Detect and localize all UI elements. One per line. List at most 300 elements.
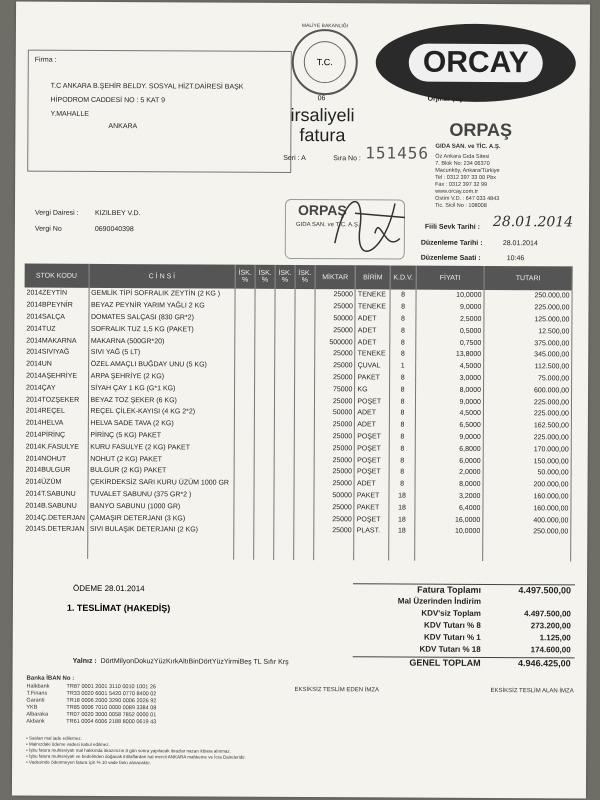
title-irsaliyeli: irsaliyeli: [290, 104, 355, 126]
cell-isk-empty: [235, 336, 255, 348]
cell-stok-kodu: 2014SALÇA: [24, 311, 88, 323]
tax-office-label: Vergi Dairesi :: [34, 209, 79, 217]
cell-kdv: 8: [389, 478, 415, 490]
cell-kdv: 8: [390, 396, 416, 408]
cell-stok-kodu: 2014PİRİNÇ: [24, 429, 88, 441]
bank-name: T.Finans: [26, 690, 48, 697]
cell-empty: [293, 548, 313, 560]
cell-isk-empty: [294, 466, 314, 478]
cell-birim: ADET: [355, 336, 390, 348]
cell-miktar: 25000: [314, 360, 355, 372]
cell-cinsi: ÇAMAŞIR DETERJANI (3 KG): [87, 512, 234, 525]
cell-stok-kodu: 2014SIVIYAĞ: [24, 347, 88, 359]
cell-fiyati: 2,0000: [415, 467, 483, 479]
cell-stok-kodu: 2014T.SABUNU: [23, 488, 87, 500]
cell-isk-empty: [235, 312, 255, 324]
signature: [325, 183, 415, 263]
cell-birim: ADET: [355, 313, 390, 325]
cell-isk-empty: [234, 489, 254, 501]
cell-tutari: 600.000,00: [483, 384, 571, 396]
cell-tutari: 225.000,00: [483, 432, 571, 444]
cell-empty: [274, 548, 294, 560]
cell-isk-empty: [274, 501, 294, 513]
cell-isk-empty: [294, 395, 314, 407]
totals-value: 4.497.500,00: [518, 585, 572, 596]
cell-kdv: 8: [389, 431, 415, 443]
cell-kdv: 8: [390, 301, 416, 313]
col-isk-3: İSK. %: [275, 265, 295, 289]
cell-isk-empty: [255, 289, 275, 301]
cell-isk-empty: [274, 513, 294, 525]
saat-value: 10:46: [506, 255, 525, 263]
cell-fiyati: 6,5000: [415, 419, 483, 431]
cell-stok-kodu: 2014ÜZÜM: [24, 476, 88, 488]
cell-isk-empty: [295, 301, 315, 313]
cell-tutari: 200.000,00: [483, 479, 571, 491]
cell-birim: POŞET: [355, 395, 390, 407]
cell-isk-empty: [275, 348, 295, 360]
cell-isk-empty: [255, 371, 275, 383]
cell-miktar: 25000: [315, 301, 356, 313]
cell-kdv: 8: [389, 455, 415, 467]
cell-miktar: 25000: [314, 454, 355, 466]
cell-cinsi: GEMLİK TİPİ SOFRALIK ZEYTİN (2 KG ): [89, 288, 236, 301]
cell-empty: [354, 537, 389, 549]
cell-tutari: 162.500,00: [483, 420, 571, 432]
bank-iban: TR33 0020 6001 5420 0770 8400 02: [66, 690, 157, 698]
company-address-line: Öz Ankara Gıda Sitesi: [435, 153, 490, 160]
col-birim: BİRİM: [355, 265, 390, 289]
totals-value: 4.946.425,00: [518, 658, 571, 669]
cell-cinsi: MAKARNA (500GR*20): [88, 335, 235, 348]
totals-row: [353, 656, 575, 674]
cell-isk-empty: [254, 395, 274, 407]
cell-kdv: 8: [390, 348, 416, 360]
cell-isk-empty: [274, 525, 294, 537]
cell-isk-empty: [254, 478, 274, 490]
cell-birim: POŞET: [355, 443, 390, 455]
seal-center: [304, 41, 346, 83]
cell-stok-kodu: 2014HELVA: [24, 417, 88, 429]
cell-tutari: 250.000,00: [484, 290, 572, 302]
customer-address-2: Y.MAHALLE: [50, 110, 89, 118]
cell-cinsi: SİYAH ÇAY 1 KG (G*1 KG): [88, 382, 235, 395]
cell-miktar: 50000: [314, 407, 355, 419]
cell-miktar: 25000: [314, 372, 355, 384]
col-fiyati: FİYATI: [416, 266, 484, 290]
odeme-date: 28.01.2014: [104, 583, 145, 594]
ministry-seal: [292, 29, 358, 95]
cell-isk-empty: [235, 348, 255, 360]
cell-empty: [313, 537, 354, 549]
cell-fiyati: 6,8000: [415, 443, 483, 455]
cell-stok-kodu: 2014ÇAY: [24, 382, 88, 394]
cell-stok-kodu: 2014K.FASULYE: [24, 441, 88, 453]
cell-tutari: 170.000,00: [483, 443, 571, 455]
cell-cinsi: SIVI BULAŞIK DETERJANI (2 KG): [87, 524, 234, 537]
cell-miktar: 25000: [315, 324, 356, 336]
bank-iban: TR07 0020 3000 0058 7852 0000 01: [66, 711, 157, 719]
company-address-line: Ostim V.D. : 647 033 4843: [435, 195, 500, 203]
cell-isk-empty: [254, 419, 274, 431]
cell-fiyati: 9,0000: [416, 301, 484, 313]
col-miktar: MİKTAR: [315, 265, 356, 289]
cell-empty: [294, 537, 314, 549]
cell-miktar: 25000: [315, 289, 356, 301]
orcay-tagline: Orjinal çay: [427, 95, 464, 103]
cell-isk-empty: [234, 430, 254, 442]
cell-birim: POŞET: [354, 513, 389, 525]
title-fatura: fatura: [299, 124, 346, 146]
teslim-eden-label: EKSİKSİZ TESLİM EDEN İMZA: [294, 686, 380, 694]
cell-miktar: 25000: [314, 431, 355, 443]
cell-miktar: 25000: [314, 419, 355, 431]
cell-isk-empty: [294, 372, 314, 384]
firma-label: Firma :: [34, 56, 57, 64]
footer-note: • İşbu fatura muhteviyatı ve bedelinden doğacak ihtilaflardan hal mercii ANKARA mahkeme ve İcra Daireleridir.: [26, 753, 246, 760]
cell-cinsi: HELVA SADE TAVA (2 KG): [88, 418, 235, 431]
cell-tutari: 75.000,00: [484, 373, 572, 385]
duzenleme-value: 28.01.2014: [502, 240, 538, 248]
cell-fiyati: 4,5000: [415, 408, 483, 420]
cell-birim: ADET: [354, 478, 389, 490]
cell-isk-empty: [274, 478, 294, 490]
cell-kdv: 8: [389, 466, 415, 478]
bank-iban: TR87 0001 2001 3110 0010 1001 26: [66, 683, 157, 691]
cell-isk-empty: [254, 430, 274, 442]
stamp-sub: GIDA SAN. ve TİC. A.Ş.: [295, 221, 360, 229]
company-name: GIDA SAN. ve TİC. A.Ş.: [435, 143, 501, 151]
cell-isk-empty: [255, 301, 275, 313]
cell-kdv: 8: [390, 337, 416, 349]
cell-cinsi: BANYO SABUNU (1000 GR): [87, 500, 234, 513]
items-table: [23, 264, 573, 562]
cell-kdv: 8: [389, 419, 415, 431]
cell-birim: ÇUVAL: [355, 360, 390, 372]
totals-label: KDV Tutarı % 18: [419, 644, 481, 654]
cell-isk-empty: [255, 324, 275, 336]
cell-fiyati: 0,5000: [416, 325, 484, 337]
cell-cinsi: ÇEKİRDEKSİZ SARI KURU ÜZÜM 1000 GR: [88, 477, 235, 490]
cell-fiyati: 6,0000: [415, 455, 483, 467]
sira-number: 151456: [365, 143, 430, 163]
cell-isk-empty: [254, 466, 274, 478]
company-address: [435, 154, 500, 210]
cell-isk-empty: [234, 525, 254, 537]
col-isk-2: İSK. %: [255, 265, 275, 289]
bank-list: [26, 684, 156, 727]
company-address-line: Fax : 0312 397 32 99: [435, 181, 488, 188]
cell-birim: POŞET: [354, 466, 389, 478]
seal-center-text: T.C.: [316, 57, 333, 68]
cell-isk-empty: [254, 525, 274, 537]
cell-tutari: 345.000,00: [484, 349, 572, 361]
cell-miktar: 50000: [315, 313, 356, 325]
cell-empty: [313, 549, 354, 561]
cell-birim: TENEKE: [355, 289, 390, 301]
cell-isk-empty: [254, 513, 274, 525]
totals-label: KDV'siz Toplam: [421, 608, 481, 618]
tax-no-label: Vergi No: [34, 225, 62, 233]
cell-miktar: 75000: [314, 383, 355, 395]
bank-row: [26, 719, 156, 727]
cell-kdv: 18: [389, 502, 415, 514]
cell-tutari: 160.000,00: [483, 502, 571, 514]
cell-cinsi: SOFRALIK TUZ 1,5 KG (PAKET): [88, 323, 235, 336]
totals-value: 1.125,00: [539, 633, 571, 643]
cell-cinsi: SIVI YAĞ (5 LT): [88, 347, 235, 360]
cell-isk-empty: [254, 383, 274, 395]
cell-empty: [483, 549, 571, 561]
cell-fiyati: 9,0000: [416, 396, 484, 408]
odeme-label: ÖDEME: [72, 583, 103, 593]
cell-empty: [415, 537, 483, 549]
cell-empty: [23, 547, 87, 559]
bank-name: Akbank: [26, 718, 45, 725]
cell-tutari: 225.000,00: [484, 302, 572, 314]
cell-fiyati: 3,2000: [415, 490, 483, 502]
tax-office-value: KIZILBEY V.D.: [94, 209, 141, 218]
col-kdv: K.D.V.: [390, 265, 416, 289]
seri-label: Seri : A: [283, 154, 306, 163]
cell-fiyati: 13,8000: [416, 349, 484, 361]
cell-empty: [234, 548, 254, 560]
cell-miktar: 25000: [314, 501, 355, 513]
cell-isk-empty: [275, 289, 295, 301]
cell-isk-empty: [295, 336, 315, 348]
cell-cinsi: BEYAZ PEYNİR YARIM YAĞLI 2 KG: [88, 300, 235, 313]
cell-tutari: 250.000,00: [483, 526, 571, 538]
company-address-line: www.orcay.com.tr: [435, 188, 479, 195]
cell-miktar: 25000: [314, 395, 355, 407]
cell-isk-empty: [294, 478, 314, 490]
bank-name: Garanti: [26, 697, 45, 704]
cell-isk-empty: [275, 360, 295, 372]
cell-cinsi: NOHUT (2 KG) PAKET: [88, 453, 235, 466]
cell-kdv: 18: [389, 514, 415, 526]
cell-tutari: 400.000,00: [483, 514, 571, 526]
tax-no-value: 0690040398: [94, 225, 134, 234]
cell-stok-kodu: 2014ZEYTİN: [25, 288, 89, 300]
cell-isk-empty: [275, 312, 295, 324]
cell-isk-empty: [295, 289, 315, 301]
cell-miktar: 500000: [314, 336, 355, 348]
seal-number: 06: [317, 95, 326, 103]
cell-fiyati: 10,0000: [415, 526, 483, 538]
cell-isk-empty: [274, 383, 294, 395]
cell-fiyati: 16,0000: [415, 514, 483, 526]
cell-isk-empty: [234, 466, 254, 478]
sevk-value: 28.01.2014: [492, 214, 574, 231]
col-stok-kodu: STOK KODU: [25, 264, 89, 288]
totals-label: Mal Üzerinden İndirim: [397, 596, 481, 606]
cell-isk-empty: [235, 289, 255, 301]
bank-name: YKB: [26, 704, 38, 711]
cell-isk-empty: [274, 442, 294, 454]
cell-kdv: 18: [389, 490, 415, 502]
cell-tutari: 375.000,00: [484, 337, 572, 349]
cell-isk-empty: [235, 383, 255, 395]
odeme-row: [73, 584, 145, 593]
yalniz-label: Yalnız :: [72, 657, 97, 665]
cell-cinsi: BULGUR (2 KG) PAKET: [88, 465, 235, 478]
totals-value: 174.600,00: [530, 645, 571, 655]
cell-kdv: 8: [389, 407, 415, 419]
cell-miktar: 50000: [314, 490, 355, 502]
cell-cinsi: ARPA ŞEHRİYE (2 KG): [88, 370, 235, 383]
footer-notes: [26, 736, 356, 768]
cell-stok-kodu: 2014NOHUT: [24, 453, 88, 465]
totals-value: 273.200,00: [530, 621, 571, 631]
cell-isk-empty: [275, 301, 295, 313]
col-cinsi: C İ N S İ: [89, 264, 236, 289]
cell-birim: POŞET: [355, 454, 390, 466]
cell-empty: [483, 538, 571, 550]
orpas-logo: ORPAŞ: [449, 119, 513, 141]
cell-isk-empty: [255, 336, 275, 348]
cell-isk-empty: [234, 454, 254, 466]
totals-row: [353, 583, 575, 597]
cell-isk-empty: [274, 371, 294, 383]
cell-isk-empty: [294, 490, 314, 502]
cell-isk-empty: [294, 383, 314, 395]
cell-isk-empty: [275, 324, 295, 336]
totals-block: [353, 583, 575, 674]
cell-kdv: 1: [390, 360, 416, 372]
cell-tutari: 12.500,00: [484, 325, 572, 337]
customer-address-1: HİPODROM CADDESİ NO : 5 KAT 9: [50, 96, 166, 105]
cell-stok-kodu: 2014REÇEL: [24, 406, 88, 418]
cell-isk-empty: [234, 477, 254, 489]
cell-tutari: 150.000,00: [483, 455, 571, 467]
cell-stok-kodu: 2014TOZŞEKER: [24, 394, 88, 406]
cell-isk-empty: [294, 442, 314, 454]
cell-empty: [389, 549, 415, 561]
cell-isk-empty: [274, 466, 294, 478]
bank-iban: TR85 0006 7010 0000 0089 3384 08: [66, 704, 157, 712]
cell-tutari: 112.500,00: [484, 361, 572, 373]
cell-empty: [354, 549, 389, 561]
cell-stok-kodu: 2014AŞEHRİYE: [24, 370, 88, 382]
cell-fiyati: 9,0000: [415, 431, 483, 443]
cell-empty: [87, 536, 234, 549]
cell-kdv: 8: [390, 289, 416, 301]
cell-birim: PLAST.: [354, 525, 389, 537]
cell-cinsi: ÖZEL AMAÇLI BUĞDAY UNU (5 KG): [88, 359, 235, 372]
cell-tutari: 225.000,00: [483, 396, 571, 408]
cell-isk-empty: [294, 525, 314, 537]
yalniz-text: DörtMilyonDokuzYüzKırkAltıBinDörtYüzYirmiBeş TL Sıfır Krş: [100, 657, 289, 666]
totals-label: GENEL TOPLAM: [409, 657, 481, 668]
cell-birim: PAKET: [355, 372, 390, 384]
customer-city: ANKARA: [108, 122, 138, 131]
cell-birim: ADET: [355, 407, 390, 419]
cell-kdv: 8: [390, 384, 416, 396]
cell-isk-empty: [254, 489, 274, 501]
cell-isk-empty: [294, 360, 314, 372]
cell-empty: [87, 547, 234, 560]
cell-isk-empty: [234, 442, 254, 454]
cell-empty: [415, 549, 483, 561]
bank-name: Albaraka: [26, 711, 49, 718]
footer-note: • İşbu fatura muhteviyatı mal hakkında itirazınızın 8 gün sonra yapılacak itirazlar nazarı itibara alınmaz.: [26, 747, 231, 754]
cell-fiyati: 2,5000: [416, 313, 484, 325]
footer-note: • Malnızdaki ödeme vadesi kabul edilmez.: [26, 741, 110, 748]
col-isk-1: İSK. %: [235, 265, 255, 289]
cell-isk-empty: [274, 419, 294, 431]
cell-fiyati: 0,7500: [416, 337, 484, 349]
cell-stok-kodu: 2014S.DETERJAN: [23, 523, 87, 535]
cell-isk-empty: [275, 336, 295, 348]
col-tutari: TUTARI: [484, 266, 572, 290]
cell-isk-empty: [294, 454, 314, 466]
cell-isk-empty: [255, 312, 275, 324]
teslimat-label: 1. TESLİMAT (HAKEDİŞ): [66, 602, 171, 614]
cell-cinsi: REÇEL ÇİLEK-KAYISI (4 KG 2*2): [88, 406, 235, 419]
sevk-label: Fiili Sevk Tarihi :: [424, 223, 481, 231]
cell-isk-empty: [234, 513, 254, 525]
totals-label: KDV Tutarı % 1: [423, 632, 481, 642]
cell-stok-kodu: 2014TUZ: [24, 323, 88, 335]
cell-miktar: 25000: [314, 442, 355, 454]
cell-isk-empty: [295, 348, 315, 360]
cell-isk-empty: [234, 395, 254, 407]
totals-label: KDV Tutarı % 8: [424, 620, 481, 630]
cell-cinsi: KURU FASULYE (2 KG) PAKET: [88, 441, 235, 454]
sira-label: Sıra No :: [333, 155, 361, 163]
cell-kdv: 8: [390, 313, 416, 325]
cell-stok-kodu: 2014BPEYNİR: [24, 299, 88, 311]
orcay-logo-text: ORCAY: [409, 44, 543, 83]
cell-tutari: 125.000,00: [484, 314, 572, 326]
cell-empty: [254, 536, 274, 548]
cell-birim: TENEKE: [355, 301, 390, 313]
cell-isk-empty: [234, 501, 254, 513]
cell-birim: PAKET: [354, 490, 389, 502]
cell-isk-empty: [274, 454, 294, 466]
cell-isk-empty: [274, 489, 294, 501]
cell-isk-empty: [294, 501, 314, 513]
cell-empty: [254, 548, 274, 560]
bank-iban: TR18 0006 2000 3290 0006 2026 92: [66, 697, 157, 705]
cell-empty: [23, 535, 87, 547]
cell-isk-empty: [254, 454, 274, 466]
cell-miktar: 25000: [314, 348, 355, 360]
customer-box: [27, 50, 292, 173]
bank-iban: TR61 0004 6006 2188 8000 0619 43: [66, 718, 157, 726]
cell-isk-empty: [235, 300, 255, 312]
orcay-logo: [376, 23, 576, 102]
cell-kdv: 8: [390, 325, 416, 337]
cell-birim: ADET: [355, 325, 390, 337]
cell-fiyati: 4,5000: [416, 360, 484, 372]
cell-fiyati: 10,0000: [416, 290, 484, 302]
cell-tutari: 50.000,00: [483, 467, 571, 479]
totals-label: Fatura Toplamı: [417, 584, 482, 595]
cell-isk-empty: [274, 430, 294, 442]
cell-isk-empty: [274, 407, 294, 419]
cell-isk-empty: [254, 501, 274, 513]
cell-miktar: 25000: [314, 525, 355, 537]
cell-kdv: 8: [389, 443, 415, 455]
cell-isk-empty: [235, 371, 255, 383]
footer-note: • Satılan mal iade edilemez.: [26, 735, 82, 741]
cell-isk-empty: [294, 419, 314, 431]
cell-isk-empty: [295, 324, 315, 336]
cell-stok-kodu: 2014UN: [24, 358, 88, 370]
cell-kdv: 18: [389, 525, 415, 537]
table-header-row: [25, 264, 573, 291]
